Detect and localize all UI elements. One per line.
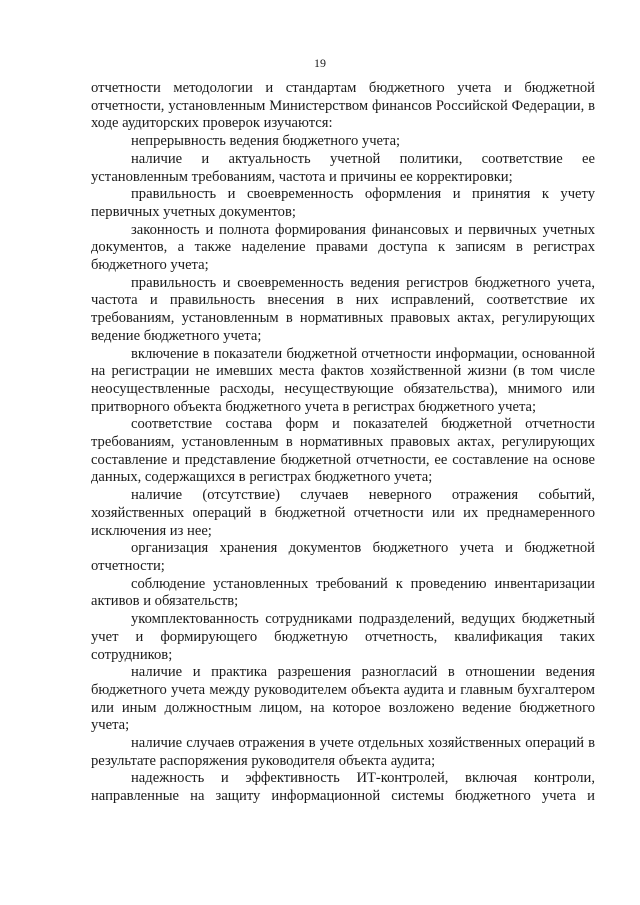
list-item: соблюдение установленных требований к проведению инвентаризации активов и обязательств; [91, 575, 595, 610]
document-body [91, 80, 595, 806]
list-item: наличие (отсутствие) случаев неверного отражения событий, хозяйственных операций в бюджетной отчетности или их преднамеренного исключения из нее; [91, 487, 595, 539]
list-item: наличие и актуальность учетной политики, соответствие ее установленным требованиям, частота и причины ее корректировки; [91, 150, 595, 185]
page-number: 19 [314, 56, 326, 70]
list-item: правильность и своевременность ведения регистров бюджетного учета, частота и правильность внесения в них исправлений, соответствие их требованиям, установленным в нормативных правовых актах, регулирующих ведение бюджетного учета; [91, 274, 595, 344]
list-item: непрерывность ведения бюджетного учета; [131, 133, 401, 150]
list-item: надежность и эффективность ИТ-контролей, включая контроли, направленные на защиту информационной системы бюджетного учета и [91, 770, 595, 805]
list-item: законность и полнота формирования финансовых и первичных учетных документов, а также наделение правами доступа к записям в регистрах бюджетного учета; [91, 221, 595, 274]
list-item: наличие и практика разрешения разногласий в отношении ведения бюджетного учета между руководителем объекта аудита и главным бухгалтером или иным должностным лицом, на которое возложено ведение бюджетного учета; [91, 664, 595, 734]
list-item: включение в показатели бюджетной отчетности информации, основанной на регистрации не имевших места фактов хозяйственной жизни (в том числе неосуществленные расходы, несуществующие обязательства), мнимого или притворного объекта бюджетного учета в регистрах бюджетного учета; [91, 345, 595, 415]
paragraph-intro: отчетности методологии и стандартам бюджетного учета и бюджетной отчетности, установленным Министерством финансов Российской Федерации, в ходе аудиторских проверок изучаются: [91, 80, 595, 132]
list-item: правильность и своевременность оформления и принятия к учету первичных учетных документов; [91, 186, 595, 220]
list-item: укомплектованность сотрудниками подразделений, ведущих бюджетный учет и формирующего бюджетную отчетность, квалификация таких сотрудников; [91, 611, 595, 663]
list-item: наличие случаев отражения в учете отдельных хозяйственных операций в результате распоряжения руководителя объекта аудита; [91, 735, 595, 769]
list-item: организация хранения документов бюджетного учета и бюджетной отчетности; [91, 540, 595, 574]
list-item: соответствие состава форм и показателей бюджетной отчетности требованиям, установленным в нормативных правовых актах, регулирующих составление и представление бюджетной отчетности, ее составление на основе данных, содержащихся в регистрах бюджетного учета; [91, 416, 595, 486]
